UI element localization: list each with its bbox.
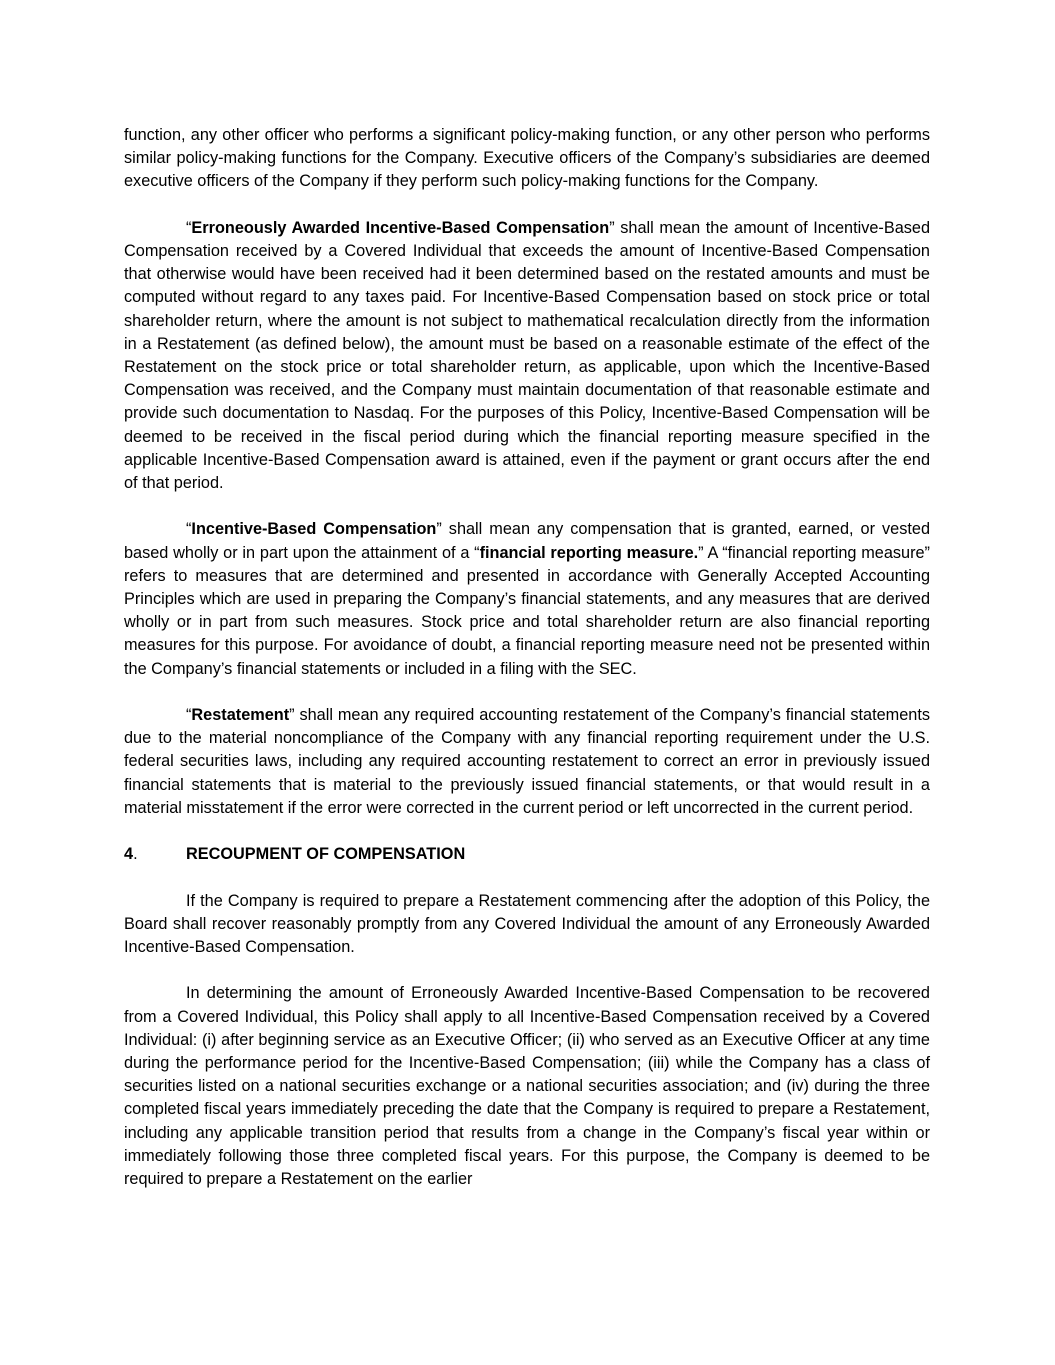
definition-incentive-based-compensation	[124, 518, 930, 680]
definition-body: ” shall mean any required accounting restatement of the Company’s financial statements due to the material noncompliance of the Company with any financial reporting requirement under the U.S. federal securities laws, including any required accounting restatement to correct an error in previously issued financial statements that is material to the previously issued financial statements, or that would result in a material misstatement if the error were corrected in the current period or left uncorrected in the current period.	[124, 706, 930, 817]
recoupment-paragraph-2: In determining the amount of Erroneously Awarded Incentive-Based Compensation to be recovered from a Covered Individual, this Policy shall apply to all Incentive-Based Compensation received by a Covered Individual: (i) after beginning service as an Executive Officer; (ii) who served as an Executive Officer at any time during the performance period for the Incentive-Based Compensation; (iii) while the Company has a class of securities listed on a national securities exchange or a national securities association; and (iv) during the three completed fiscal years immediately preceding the date that the Company is required to prepare a Restatement, including any applicable transition period that results from a change in the Company’s fiscal year within or immediately following those three completed fiscal years. For this purpose, the Company is deemed to be required to prepare a Restatement on the earlier	[124, 984, 930, 1189]
open-quote: “	[186, 706, 192, 725]
definition-body-continued: ” A “financial reporting measure” refers to measures that are determined and presented in accordance with Generally Accepted Accounting Principles which are used in preparing the Company’s financial statements, and any measures that are derived wholly or in part from such measures. Stock price and total shareholder return are also financial reporting measures for this purpose. For avoidance of doubt, a financial reporting measure need not be presented within the Company’s financial statements or included in a filing with the SEC.	[124, 543, 930, 678]
document-page	[124, 124, 930, 1214]
recoupment-paragraph-1: If the Company is required to prepare a Restatement commencing after the adoption of this Policy, the Board shall recover reasonably promptly from any Covered Individual the amount of any Erroneously Awarded Incentive-Based Compensation.	[124, 891, 930, 957]
definition-erroneously-awarded	[124, 217, 930, 495]
definition-body: ” shall mean the amount of Incentive-Based Compensation received by a Covered Individual that exceeds the amount of Incentive-Based Compensation that otherwise would have been received had it been determined based on the restated amounts and must be computed without regard to any taxes paid. For Incentive-Based Compensation based on stock price or total shareholder return, where the amount is not subject to mathematical recalculation directly from the information in a Restatement (as defined below), the amount must be based on a reasonable estimate of the effect of the Restatement on the stock price or total shareholder return, as applicable, upon which the Incentive-Based Compensation was received, and the Company must maintain documentation of that reasonable estimate and provide such documentation to Nasdaq. For the purposes of this Policy, Incentive-Based Compensation will be deemed to be received in the fiscal period during which the financial reporting measure specified in the applicable Incentive-Based Compensation award is attained, even if the payment or grant occurs after the end of that period.	[124, 218, 931, 493]
definition-body: ” shall mean any compensation that is granted, earned, or vested based wholly or in part upon the attainment of a “	[124, 520, 930, 562]
section-title: RECOUPMENT OF COMPENSATION	[186, 845, 466, 864]
defined-term: Incentive-Based Compensation	[191, 520, 437, 539]
definition-restatement	[124, 704, 930, 820]
section-heading	[124, 843, 930, 866]
section-number: 4.	[124, 845, 138, 864]
open-quote: “	[186, 520, 192, 539]
defined-term-financial-reporting-measure: financial reporting measure.	[479, 543, 699, 562]
defined-term: Restatement	[191, 706, 290, 725]
open-quote: “	[186, 218, 192, 237]
paragraph-executive-officer-continued: function, any other officer who performs a significant policy-making function, or any other person who performs similar policy-making functions for the Company. Executive officers of the Company’s subsidiaries are deemed executive officers of the Company if they perform such policy-making functions for the Company.	[124, 126, 930, 191]
defined-term: Erroneously Awarded Incentive-Based Compensation	[191, 218, 610, 237]
